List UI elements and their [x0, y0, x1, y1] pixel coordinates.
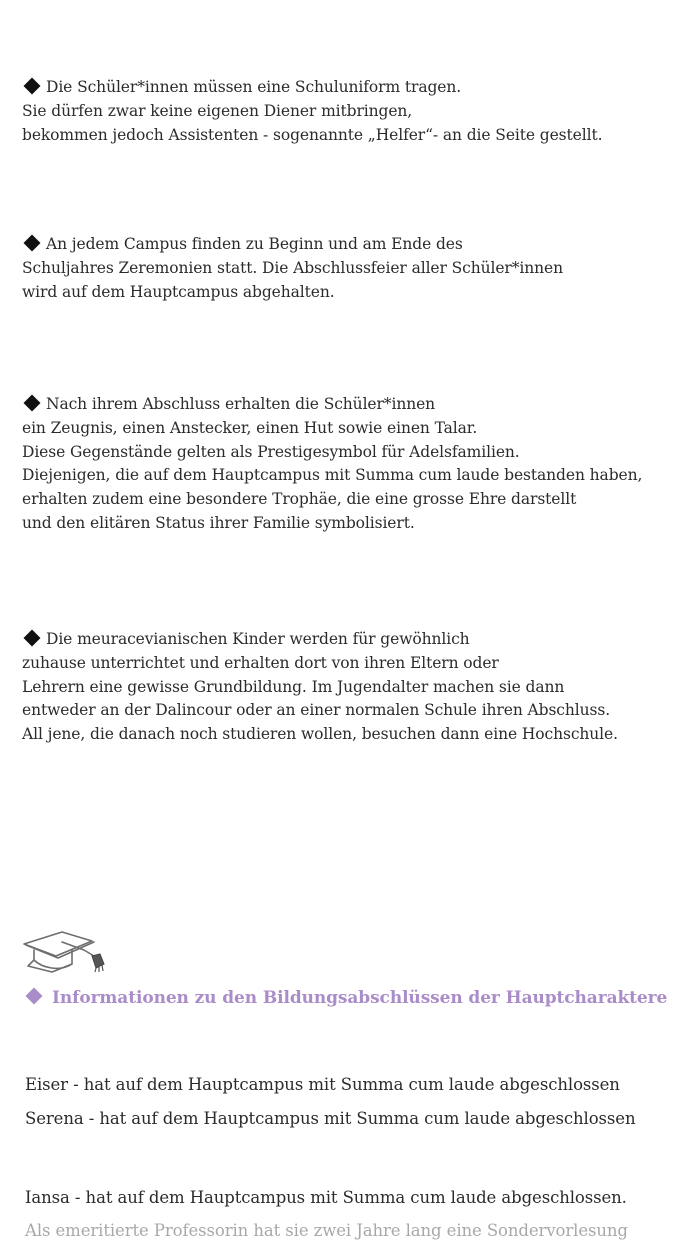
paragraph-line: Lehrern eine gewisse Grundbildung. Im Jugendalter machen sie dann	[22, 677, 565, 696]
info-paragraph-ceremonies	[22, 233, 682, 304]
paragraph-line: Die Schüler*innen müssen eine Schuluniform tragen.	[22, 76, 682, 100]
paragraph-line: erhalten zudem eine besondere Trophäe, die eine grosse Ehre darstellt	[22, 490, 577, 509]
bullet-diamond-icon	[24, 78, 41, 95]
paragraph-line: ein Zeugnis, einen Anstecker, einen Hut sowie einen Talar.	[22, 418, 478, 437]
info-paragraph-children	[22, 628, 682, 747]
paragraph-line: Diejenigen, die auf dem Hauptcampus mit Summa cum laude bestanden haben,	[22, 466, 643, 485]
info-paragraph-uniform	[22, 76, 682, 147]
heading-diamond-icon	[26, 988, 43, 1005]
info-paragraph-graduation	[22, 393, 682, 536]
paragraph-line: zuhause unterrichtet und erhalten dort von ihren Eltern oder	[22, 653, 499, 672]
graduate-entry-iansa-continued: Als emeritierte Professorin hat sie zwei Jahre lang eine Sondervorlesung	[25, 1221, 628, 1240]
paragraph-line: entweder an der Dalincour oder an einer normalen Schule ihren Abschluss.	[22, 701, 611, 720]
paragraph-line: und den elitären Status ihrer Familie symbolisiert.	[22, 513, 415, 532]
graduate-entry-iansa: Iansa - hat auf dem Hauptcampus mit Summa cum laude abgeschlossen.	[25, 1188, 627, 1207]
paragraph-line: wird auf dem Hauptcampus abgehalten.	[22, 282, 335, 301]
graduate-entry-serena: Serena - hat auf dem Hauptcampus mit Summa cum laude abgeschlossen	[25, 1109, 636, 1128]
graduate-entry-eiser: Eiser - hat auf dem Hauptcampus mit Summa cum laude abgeschlossen	[25, 1075, 620, 1094]
bullet-diamond-icon	[24, 630, 41, 647]
bullet-diamond-icon	[24, 395, 41, 412]
bullet-diamond-icon	[24, 235, 41, 252]
paragraph-line: Schuljahres Zeremonien statt. Die Abschlussfeier aller Schüler*innen	[22, 258, 563, 277]
paragraph-line: bekommen jedoch Assistenten - sogenannte „Helfer“- an die Seite gestellt.	[22, 125, 603, 144]
graduation-cap-icon	[22, 928, 110, 974]
paragraph-line: Diese Gegenstände gelten als Prestigesymbol für Adelsfamilien.	[22, 442, 520, 461]
paragraph-line: An jedem Campus finden zu Beginn und am Ende des	[22, 233, 682, 257]
paragraph-line: Sie dürfen zwar keine eigenen Diener mitbringen,	[22, 101, 413, 120]
section-heading: Informationen zu den Bildungsabschlüssen der Hauptcharaktere	[25, 988, 667, 1008]
paragraph-line: All jene, die danach noch studieren wollen, besuchen dann eine Hochschule.	[22, 725, 618, 744]
paragraph-line: Nach ihrem Abschluss erhalten die Schüler*innen	[22, 393, 682, 417]
paragraph-line: Die meuracevianischen Kinder werden für gewöhnlich	[22, 628, 682, 652]
